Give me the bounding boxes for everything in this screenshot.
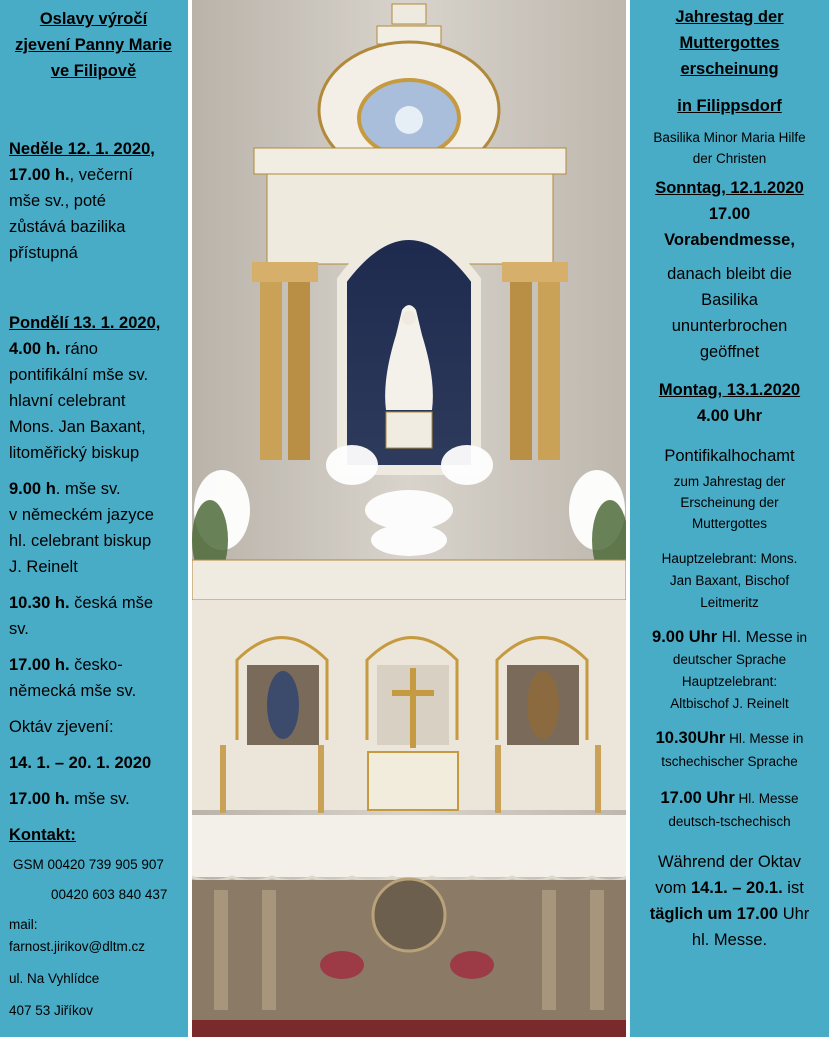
contact-label: Kontakt: bbox=[9, 826, 76, 844]
german-sunday-text bbox=[638, 261, 821, 365]
czech-column bbox=[0, 0, 188, 1037]
german-octave-daily: täglich um 17.00 bbox=[649, 905, 779, 923]
german-title-line-1: Jahrestag der bbox=[675, 8, 784, 26]
german-monday-time: 4.00 Uhr bbox=[696, 407, 763, 425]
czech-title bbox=[9, 6, 178, 84]
german-pontifikal-sub-3: Muttergottes bbox=[691, 516, 768, 531]
german-place: in Filippsdorf bbox=[677, 97, 782, 115]
german-title-line-3: erscheinung bbox=[680, 60, 779, 78]
german-pontifikal-sub-1: zum Jahrestag der bbox=[673, 474, 786, 489]
german-celebrant-1: Hauptzelebrant: Mons. bbox=[661, 551, 798, 566]
czech-octave-dates: 14. 1. – 20. 1. 2020 bbox=[9, 754, 152, 772]
czech-1700-text-2: německá mše sv. bbox=[9, 682, 137, 700]
german-1700-text-2: deutsch-tschechisch bbox=[668, 814, 791, 829]
german-1030-block bbox=[638, 727, 821, 773]
czech-monday-text-4: Mons. Jan Baxant, bbox=[9, 418, 146, 436]
german-900-text-5: Altbischof J. Reinelt bbox=[670, 696, 789, 711]
german-sunday-time: 17.00 bbox=[708, 205, 751, 223]
german-octave-2: vom bbox=[655, 879, 691, 897]
german-900-text-3: deutscher Sprache bbox=[672, 652, 787, 667]
german-sunday-mass: Vorabendmesse, bbox=[664, 231, 795, 249]
altar-photo bbox=[192, 0, 626, 1037]
german-octave-block bbox=[638, 849, 821, 953]
german-octave-5: hl. Messe. bbox=[691, 931, 768, 949]
czech-1030-text-1: česká mše bbox=[69, 594, 153, 612]
czech-900-time: 9.00 h bbox=[9, 480, 56, 498]
czech-sunday-text-2: mše sv., poté bbox=[9, 192, 106, 210]
czech-monday-text-5: litoměřický biskup bbox=[9, 444, 140, 462]
czech-octave-mass bbox=[9, 786, 178, 812]
german-900-text-2: in bbox=[792, 630, 807, 645]
german-sunday-text-2: Basilika bbox=[701, 291, 758, 309]
german-900-block bbox=[638, 626, 821, 715]
gsm-1: GSM 00420 739 905 907 bbox=[13, 857, 164, 872]
czech-sunday-date: Neděle 12. 1. 2020, bbox=[9, 140, 155, 158]
czech-title-line-2: zjevení Panny Marie bbox=[15, 36, 172, 54]
czech-900-text-4: J. Reinelt bbox=[9, 558, 78, 576]
altar-illustration bbox=[192, 0, 626, 1037]
german-celebrant bbox=[638, 548, 821, 614]
german-900-time: 9.00 Uhr bbox=[652, 628, 718, 646]
czech-monday-text-1: ráno bbox=[60, 340, 98, 358]
czech-900-text-1: . mše sv. bbox=[55, 480, 121, 498]
city: 407 53 Jiříkov bbox=[9, 1003, 94, 1018]
german-pontifikal-sub bbox=[638, 471, 821, 534]
czech-1700-block bbox=[9, 652, 178, 704]
czech-title-line-1: Oslavy výročí bbox=[39, 10, 148, 28]
german-1700-time: 17.00 Uhr bbox=[660, 789, 735, 807]
german-sunday-text-4: geöffnet bbox=[699, 343, 760, 361]
german-monday-date: Montag, 13.1.2020 bbox=[658, 381, 801, 399]
czech-900-block bbox=[9, 476, 178, 580]
basilica-line-1: Basilika Minor Maria Hilfe bbox=[653, 130, 806, 145]
czech-sunday-time: 17.00 h. bbox=[9, 166, 70, 184]
czech-octave-label: Oktáv zjevení: bbox=[9, 718, 114, 736]
czech-monday-text-3: hlavní celebrant bbox=[9, 392, 126, 410]
german-sunday-text-1: danach bleibt die bbox=[667, 265, 792, 283]
german-octave-dates: 14.1. – 20.1. bbox=[690, 879, 783, 897]
czech-1030-time: 10.30 h. bbox=[9, 594, 70, 612]
czech-1030-block bbox=[9, 590, 178, 642]
german-pontifikal: Pontifikalhochamt bbox=[664, 447, 795, 465]
czech-sunday-text-1: , večerní bbox=[69, 166, 133, 184]
czech-sunday-text-3: zůstává bazilika bbox=[9, 218, 126, 236]
mail-address: farnost.jirikov@dltm.cz bbox=[9, 939, 145, 954]
czech-1030-text-2: sv. bbox=[9, 620, 29, 638]
czech-monday-block bbox=[9, 310, 178, 466]
german-1030-text-1: Hl. Messe in bbox=[725, 731, 804, 746]
german-sunday-date: Sonntag, 12.1.2020 bbox=[655, 179, 804, 197]
basilica-line-2: der Christen bbox=[692, 151, 767, 166]
czech-900-text-2: v německém jazyce bbox=[9, 506, 154, 524]
street: ul. Na Vyhlídce bbox=[9, 971, 100, 986]
german-column bbox=[630, 0, 829, 1037]
czech-title-line-3: ve Filipově bbox=[50, 62, 137, 80]
german-title bbox=[638, 4, 821, 82]
german-1030-text-2: tschechischer Sprache bbox=[661, 754, 798, 769]
german-celebrant-3: Leitmeritz bbox=[700, 595, 759, 610]
czech-900-text-3: hl. celebrant biskup bbox=[9, 532, 152, 550]
german-octave-4: Uhr bbox=[778, 905, 810, 923]
gsm-2: 00420 603 840 437 bbox=[51, 887, 168, 902]
german-sunday-text-3: ununterbrochen bbox=[671, 317, 788, 335]
german-octave-3: ist bbox=[782, 879, 804, 897]
german-octave-1: Während der Oktav bbox=[657, 853, 802, 871]
german-1030-time: 10.30Uhr bbox=[655, 729, 726, 747]
german-900-text-4: Hauptzelebrant: bbox=[681, 674, 778, 689]
czech-monday-time: 4.00 h. bbox=[9, 340, 61, 358]
german-1700-text-1: Hl. Messe bbox=[734, 791, 799, 806]
german-1700-block bbox=[638, 787, 821, 833]
czech-1700-text-1: česko- bbox=[69, 656, 123, 674]
czech-monday-date: Pondělí 13. 1. 2020, bbox=[9, 314, 161, 332]
czech-monday-text-2: pontifikální mše sv. bbox=[9, 366, 149, 384]
german-900-text-1: Hl. Messe bbox=[717, 629, 793, 646]
czech-sunday-text-4: přístupná bbox=[9, 244, 78, 262]
mail-label: mail: bbox=[9, 917, 38, 932]
czech-octave-text: mše sv. bbox=[69, 790, 130, 808]
german-pontifikal-sub-2: Erscheinung der bbox=[680, 495, 779, 510]
basilica-name bbox=[638, 127, 821, 169]
czech-octave-time: 17.00 h. bbox=[9, 790, 70, 808]
czech-sunday-block bbox=[9, 136, 178, 266]
czech-1700-time: 17.00 h. bbox=[9, 656, 70, 674]
german-celebrant-2: Jan Baxant, Bischof bbox=[669, 573, 790, 588]
german-title-line-2: Muttergottes bbox=[679, 34, 780, 52]
